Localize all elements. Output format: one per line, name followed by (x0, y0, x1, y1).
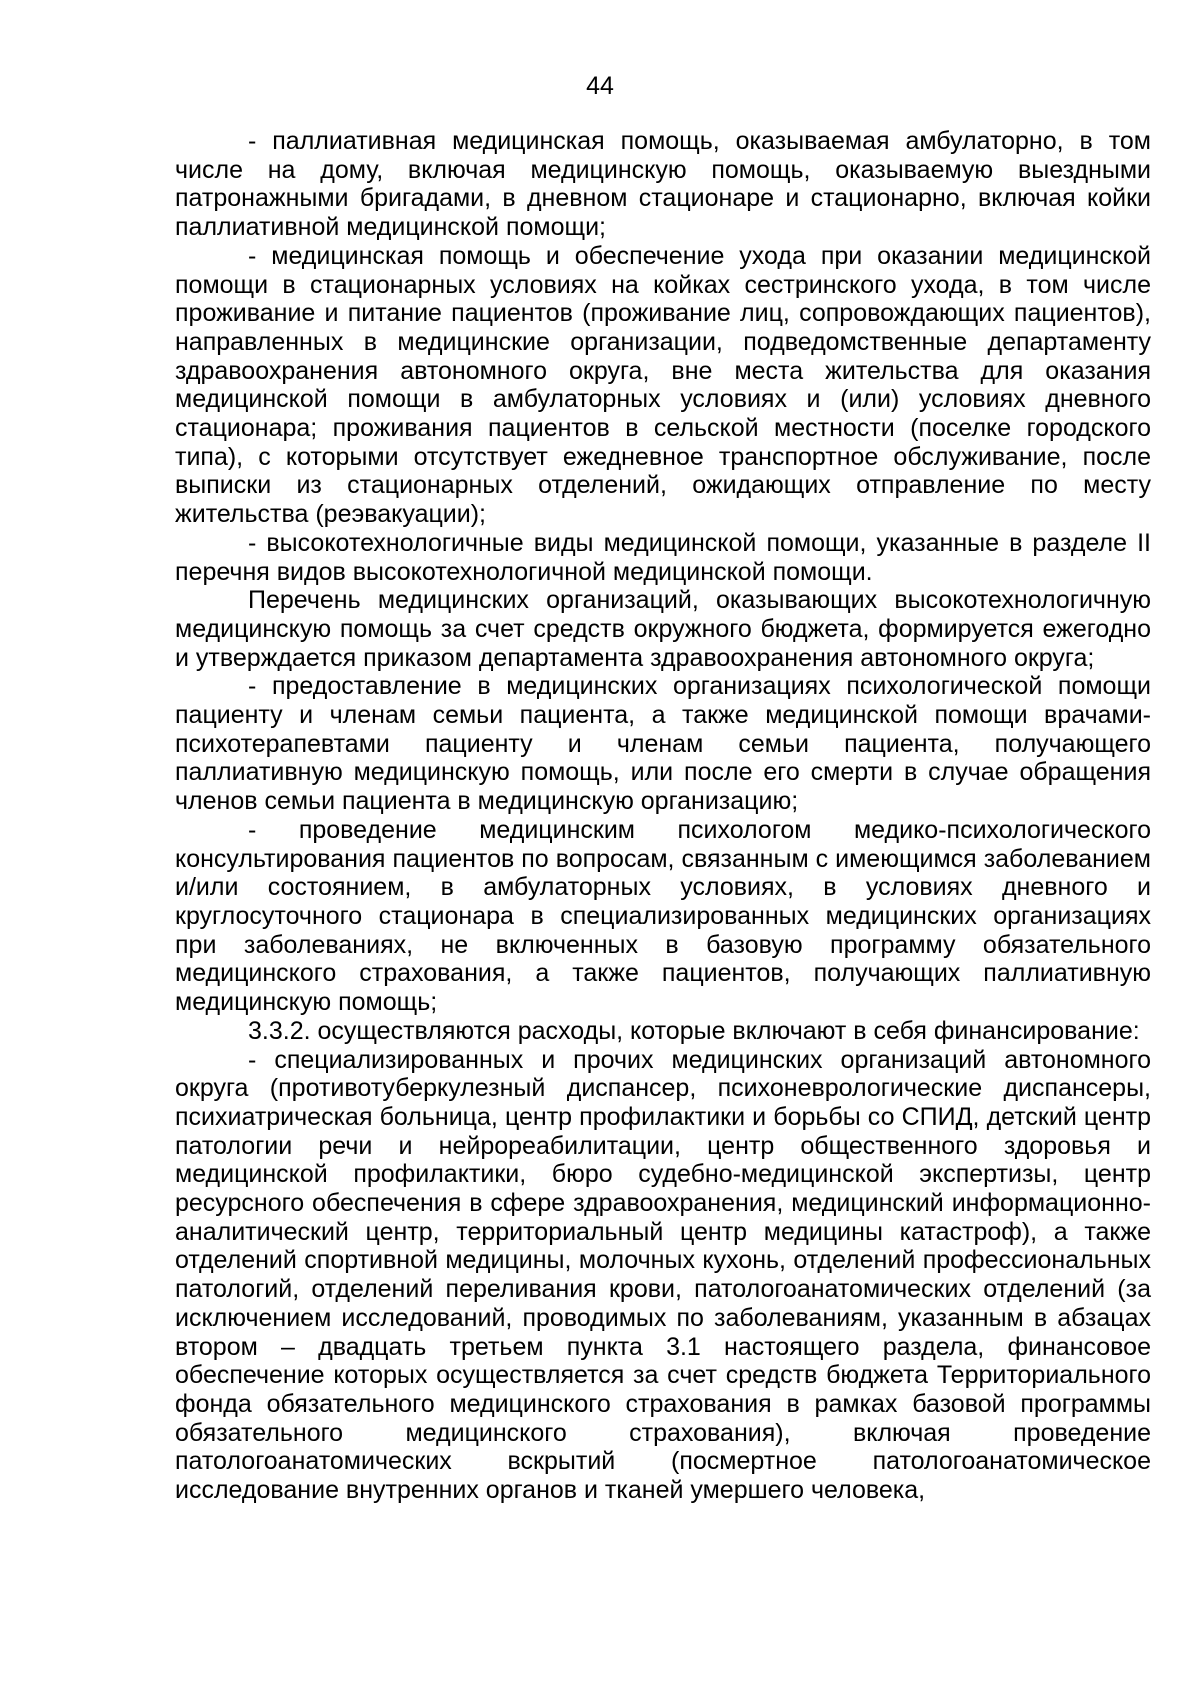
paragraph-psychologist-counseling: - проведение медицинским психологом медико-психологического консультирования пациентов по вопросам, связанным с имеющимся заболеванием и/или состоянием, в амбулаторных условиях, в условиях дневного и круглосуточного стационара в специализированных медицинских организациях при заболеваниях, не включенных в базовую программу обязательного медицинского страхования, а также пациентов, получающих паллиативную медицинскую помощь; (175, 815, 1151, 1017)
paragraph-psychological-help: - предоставление в медицинских организациях психологической помощи пациенту и членам семьи пациента, а также медицинской помощи врачами-психотерапевтами пациенту и членам семьи пациента, получающего паллиативную медицинскую помощь, или после его смерти в случае обращения членов семьи пациента в медицинскую организацию; (175, 672, 1151, 816)
page-number: 44 (586, 72, 614, 100)
paragraph-palliative-care: - паллиативная медицинская помощь, оказываемая амбулаторно, в том числе на дому, включая медицинскую помощь, оказываемую выездными патронажными бригадами, в дневном стационаре и стационарно, включая койки паллиативной медицинской помощи; (175, 127, 1151, 242)
document-body (175, 127, 1151, 1505)
paragraph-nursing-care: - медицинская помощь и обеспечение ухода при оказании медицинской помощи в стационарных условиях на койках сестринского ухода, в том числе проживание и питание пациентов (проживание лиц, сопровождающих пациентов), направленных в медицинские организации, подведомственные департаменту здравоохранения автономного округа, вне места жительства для оказания медицинской помощи в амбулаторных условиях и (или) условиях дневного стационара; проживания пациентов в сельской местности (поселке городского типа), с которыми отсутствует ежедневное транспортное обслуживание, после выписки из стационарных отделений, ожидающих отправление по месту жительства (реэвакуации); (175, 241, 1151, 529)
paragraph-high-tech-organizations: Перечень медицинских организаций, оказывающих высокотехнологичную медицинскую помощь за счет средств окружного бюджета, формируется ежегодно и утверждается приказом департамента здравоохранения автономного округа; (175, 586, 1151, 672)
paragraph-expenses-clause: 3.3.2. осуществляются расходы, которые включают в себя финансирование: (248, 1016, 1140, 1045)
paragraph-specialized-organizations: - специализированных и прочих медицинских организаций автономного округа (противотуберкулезный диспансер, психоневрологические диспансеры, психиатрическая больница, центр профилактики и борьбы со СПИД, детский центр патологии речи и нейрореабилитации, центр общественного здоровья и медицинской профилактики, бюро судебно-медицинской экспертизы, центр ресурсного обеспечения в сфере здравоохранения, медицинский информационно-аналитический центр, территориальный центр медицины катастроф), а также отделений спортивной медицины, молочных кухонь, отделений профессиональных патологий, отделений переливания крови, патологоанатомических отделений (за исключением исследований, проводимых по заболеваниям, указанным в абзацах втором – двадцать третьем пункта 3.1 настоящего раздела, финансовое обеспечение которых осуществляется за счет средств бюджета Территориального фонда обязательного медицинского страхования в рамках базовой программы обязательного медицинского страхования), включая проведение патологоанатомических вскрытий (посмертное патологоанатомическое исследование внутренних органов и тканей умершего человека, (175, 1045, 1151, 1505)
paragraph-high-tech-care: - высокотехнологичные виды медицинской помощи, указанные в разделе II перечня видов высокотехнологичной медицинской помощи. (175, 528, 1151, 586)
